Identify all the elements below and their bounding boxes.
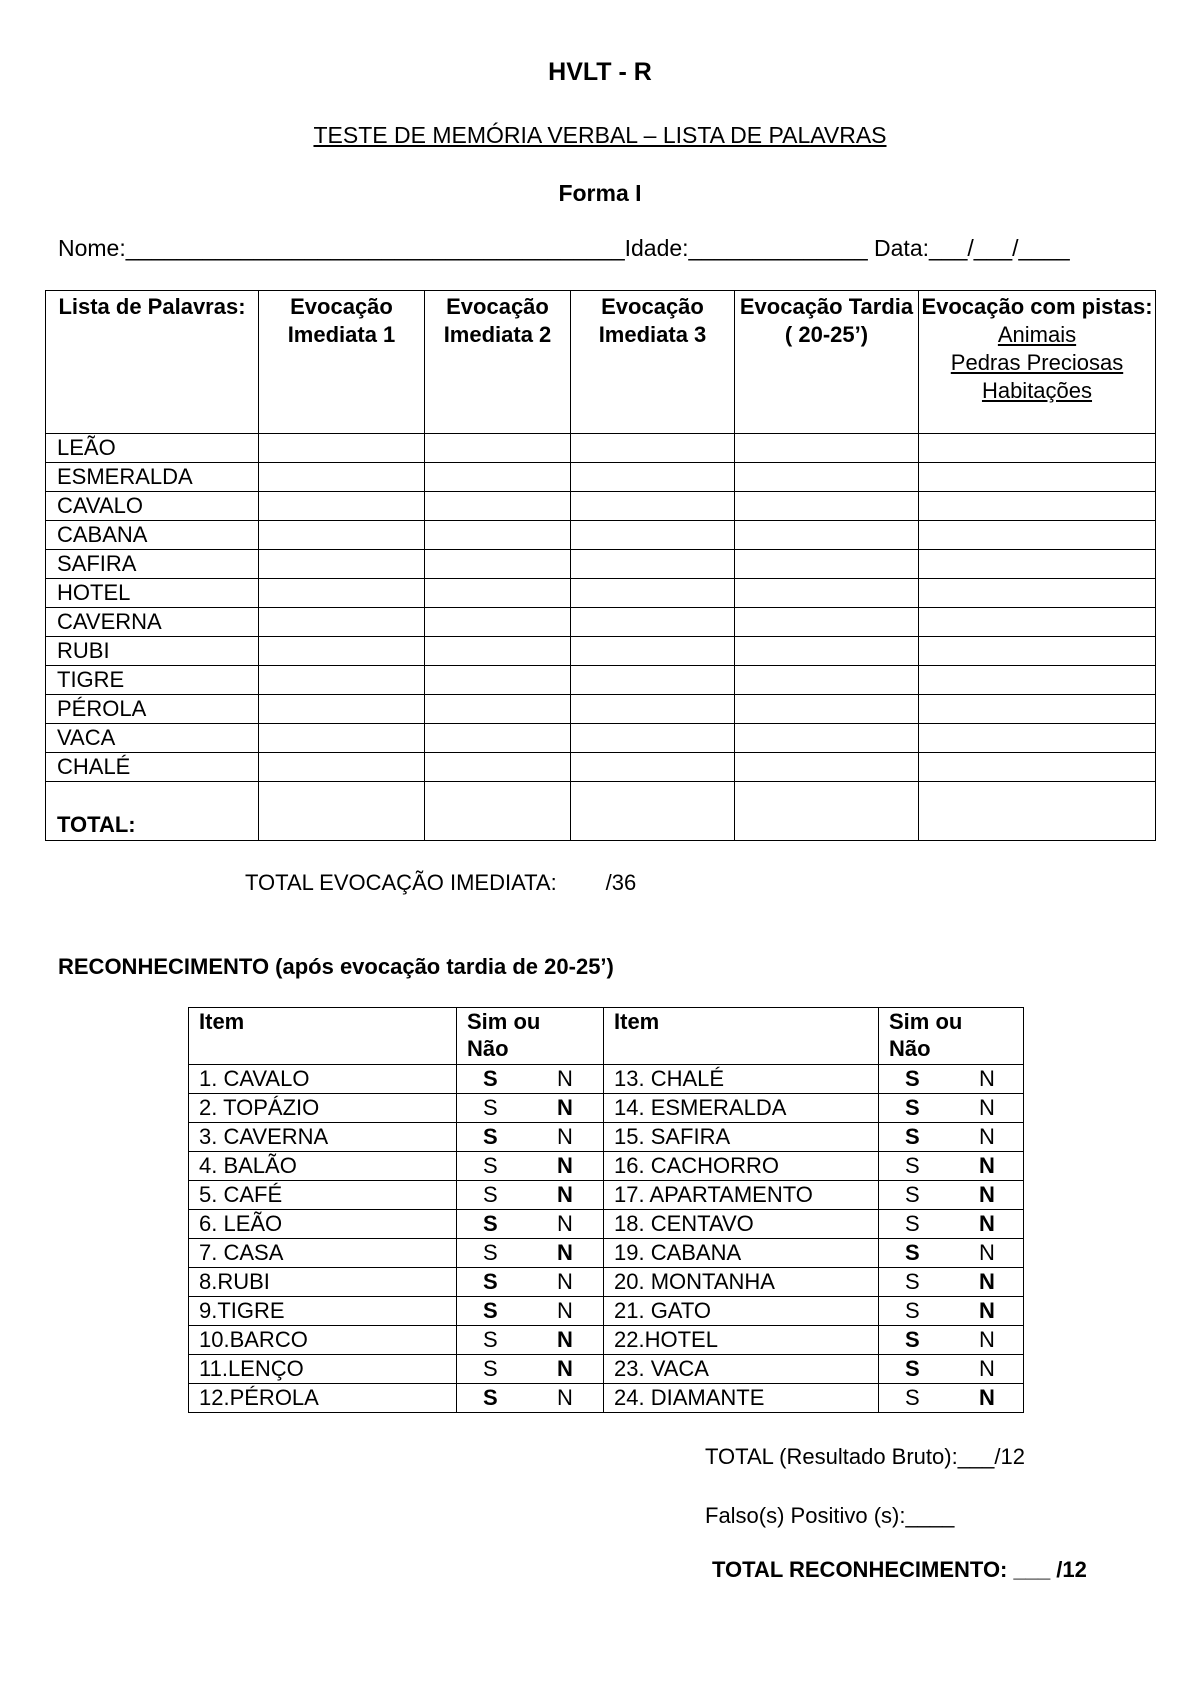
recall-score-cell[interactable] — [735, 753, 919, 782]
yes-no-cell — [457, 1355, 604, 1384]
no-option[interactable]: N — [557, 1182, 573, 1207]
no-option[interactable]: N — [557, 1356, 573, 1381]
yes-option[interactable]: S — [905, 1327, 920, 1352]
header-delayed — [735, 291, 919, 434]
recognition-row — [189, 1094, 1024, 1123]
recall-score-cell[interactable] — [425, 637, 571, 666]
yes-no-cell — [457, 1181, 604, 1210]
recall-score-cell[interactable] — [259, 637, 425, 666]
recall-score-cell[interactable] — [425, 753, 571, 782]
recall-score-cell[interactable] — [571, 434, 735, 463]
recognition-body — [189, 1065, 1024, 1413]
recognition-item: 17. APARTAMENTO — [604, 1181, 879, 1210]
yes-option[interactable]: S — [905, 1211, 920, 1236]
yes-option[interactable]: S — [483, 1066, 498, 1091]
yes-option[interactable]: S — [483, 1327, 498, 1352]
recall-score-cell[interactable] — [735, 550, 919, 579]
recognition-item: 15. SAFIRA — [604, 1123, 879, 1152]
recognition-row — [189, 1297, 1024, 1326]
recall-score-cell[interactable] — [425, 579, 571, 608]
yes-no-cell — [457, 1326, 604, 1355]
recall-score-cell[interactable] — [571, 724, 735, 753]
no-option[interactable]: N — [557, 1385, 573, 1410]
yes-option[interactable]: S — [483, 1124, 498, 1149]
no-option[interactable]: N — [557, 1211, 573, 1236]
recall-header-row — [46, 291, 1156, 434]
header-word-list: Lista de Palavras: — [46, 291, 259, 434]
recall-word: RUBI — [46, 637, 259, 666]
yes-option[interactable]: S — [905, 1066, 920, 1091]
recognition-item: 6. LEÃO — [189, 1210, 457, 1239]
yes-no-cell — [457, 1297, 604, 1326]
yes-no-cell — [879, 1297, 1024, 1326]
recognition-item: 24. DIAMANTE — [604, 1384, 879, 1413]
recall-row — [46, 608, 1156, 637]
recognition-row — [189, 1268, 1024, 1297]
recall-score-cell[interactable] — [571, 463, 735, 492]
recognition-row — [189, 1384, 1024, 1413]
no-option[interactable]: N — [979, 1240, 995, 1265]
no-option[interactable]: N — [979, 1356, 995, 1381]
recall-score-cell[interactable] — [735, 492, 919, 521]
recall-row — [46, 637, 1156, 666]
recognition-row — [189, 1065, 1024, 1094]
recognition-row — [189, 1152, 1024, 1181]
recall-row — [46, 579, 1156, 608]
recall-score-cell[interactable] — [919, 550, 1156, 579]
recall-score-cell[interactable] — [919, 521, 1156, 550]
recall-score-cell[interactable] — [425, 724, 571, 753]
recall-total-cell[interactable] — [259, 782, 425, 841]
recall-score-cell[interactable] — [735, 608, 919, 637]
header-immediate-3: Evocação Imediata 3 — [571, 291, 735, 434]
recall-score-cell[interactable] — [259, 463, 425, 492]
recall-score-cell[interactable] — [571, 753, 735, 782]
recall-score-cell[interactable] — [919, 608, 1156, 637]
recall-total-cell[interactable] — [571, 782, 735, 841]
yes-no-cell — [879, 1239, 1024, 1268]
yes-no-cell — [879, 1065, 1024, 1094]
no-option[interactable]: N — [979, 1269, 995, 1294]
recall-score-cell[interactable] — [735, 521, 919, 550]
yes-option[interactable]: S — [905, 1356, 920, 1381]
recall-word: CAVALO — [46, 492, 259, 521]
recall-word: ESMERALDA — [46, 463, 259, 492]
header-yes-no-label: Sim ou — [889, 1009, 963, 1034]
document-title: HVLT - R — [548, 58, 652, 86]
recall-word: CAVERNA — [46, 608, 259, 637]
false-positives: Falso(s) Positivo (s):____ — [705, 1503, 955, 1528]
recall-score-cell[interactable] — [259, 521, 425, 550]
recognition-item: 5. CAFÉ — [189, 1181, 457, 1210]
recall-score-cell[interactable] — [919, 492, 1156, 521]
recognition-item: 10.BARCO — [189, 1326, 457, 1355]
header-item-right: Item — [604, 1008, 879, 1065]
yes-option[interactable]: S — [483, 1269, 498, 1294]
recall-score-cell[interactable] — [735, 695, 919, 724]
recall-total-cell[interactable] — [735, 782, 919, 841]
no-option[interactable]: N — [979, 1327, 995, 1352]
recognition-item: 14. ESMERALDA — [604, 1094, 879, 1123]
yes-no-cell — [879, 1384, 1024, 1413]
recall-total-label: TOTAL: — [46, 782, 259, 841]
recall-score-cell[interactable] — [571, 579, 735, 608]
recall-score-cell[interactable] — [919, 463, 1156, 492]
recognition-row — [189, 1355, 1024, 1384]
recognition-header-row — [189, 1008, 1024, 1065]
recall-row — [46, 695, 1156, 724]
recognition-item: 21. GATO — [604, 1297, 879, 1326]
recognition-item: 23. VACA — [604, 1355, 879, 1384]
recall-score-cell[interactable] — [259, 492, 425, 521]
header-item-left: Item — [189, 1008, 457, 1065]
no-option[interactable]: N — [979, 1095, 995, 1120]
header-yes-no-label: Sim ou — [467, 1009, 541, 1034]
no-option[interactable]: N — [979, 1298, 995, 1323]
recognition-item: 20. MONTANHA — [604, 1268, 879, 1297]
recognition-title: RECONHECIMENTO (após evocação tardia de 20-25’) — [58, 954, 614, 979]
header-immediate-2: Evocação Imediata 2 — [425, 291, 571, 434]
header-yes-no-left — [457, 1008, 604, 1065]
recall-score-cell[interactable] — [735, 637, 919, 666]
yes-option[interactable]: S — [483, 1182, 498, 1207]
yes-no-cell — [879, 1210, 1024, 1239]
recall-score-cell[interactable] — [735, 463, 919, 492]
yes-option[interactable]: S — [905, 1153, 920, 1178]
recall-score-cell[interactable] — [919, 666, 1156, 695]
recall-score-cell[interactable] — [259, 550, 425, 579]
recall-score-cell[interactable] — [259, 724, 425, 753]
recognition-total: TOTAL RECONHECIMENTO: ___ /12 — [712, 1557, 1087, 1582]
recognition-item: 1. CAVALO — [189, 1065, 457, 1094]
yes-no-cell — [457, 1152, 604, 1181]
no-option[interactable]: N — [557, 1124, 573, 1149]
patient-fields-line: Nome:_______________________________________Idade:______________ Data:___/___/____ — [58, 235, 1070, 261]
no-option[interactable]: N — [557, 1327, 573, 1352]
recall-score-cell[interactable] — [259, 434, 425, 463]
recall-score-cell[interactable] — [259, 695, 425, 724]
immediate-recall-total: TOTAL EVOCAÇÃO IMEDIATA: /36 — [245, 870, 637, 895]
recall-score-cell[interactable] — [259, 666, 425, 695]
recall-row — [46, 550, 1156, 579]
yes-no-cell — [457, 1268, 604, 1297]
yes-no-cell — [457, 1239, 604, 1268]
recall-row — [46, 492, 1156, 521]
recall-row — [46, 434, 1156, 463]
no-option[interactable]: N — [557, 1095, 573, 1120]
no-option[interactable]: N — [557, 1066, 573, 1091]
recall-score-cell[interactable] — [735, 724, 919, 753]
recall-score-cell[interactable] — [425, 434, 571, 463]
no-option[interactable]: N — [979, 1153, 995, 1178]
recognition-row — [189, 1239, 1024, 1268]
cue-gems: Pedras Preciosas — [950, 350, 1124, 375]
recognition-item: 8.RUBI — [189, 1268, 457, 1297]
header-cued-label: Evocação com pistas: — [921, 294, 1153, 319]
header-delayed-interval: ( 20-25’) — [784, 322, 869, 347]
recall-row — [46, 666, 1156, 695]
header-immediate-1: Evocação Imediata 1 — [259, 291, 425, 434]
yes-option[interactable]: S — [905, 1269, 920, 1294]
header-yes-no-right — [879, 1008, 1024, 1065]
recall-score-cell[interactable] — [919, 579, 1156, 608]
recall-score-cell[interactable] — [919, 695, 1156, 724]
recall-row — [46, 521, 1156, 550]
no-option[interactable]: N — [557, 1240, 573, 1265]
recall-score-cell[interactable] — [571, 695, 735, 724]
yes-no-cell — [457, 1210, 604, 1239]
yes-option[interactable]: S — [905, 1385, 920, 1410]
recognition-item: 9.TIGRE — [189, 1297, 457, 1326]
yes-no-cell — [457, 1123, 604, 1152]
recall-score-cell[interactable] — [735, 579, 919, 608]
recognition-item: 12.PÉROLA — [189, 1384, 457, 1413]
recognition-item: 3. CAVERNA — [189, 1123, 457, 1152]
document-subtitle: TESTE DE MEMÓRIA VERBAL – LISTA DE PALAVRAS — [313, 122, 887, 148]
header-delayed-label: Evocação Tardia — [739, 294, 914, 319]
header-yes-no-label-2: Não — [889, 1036, 931, 1061]
yes-no-cell — [457, 1065, 604, 1094]
recognition-item: 16. CACHORRO — [604, 1152, 879, 1181]
recognition-row — [189, 1123, 1024, 1152]
yes-no-cell — [457, 1094, 604, 1123]
recall-word: CABANA — [46, 521, 259, 550]
recall-score-cell[interactable] — [571, 666, 735, 695]
recall-score-cell[interactable] — [919, 434, 1156, 463]
recognition-item: 18. CENTAVO — [604, 1210, 879, 1239]
yes-option[interactable]: S — [483, 1211, 498, 1236]
yes-no-cell — [879, 1355, 1024, 1384]
recognition-item: 22.HOTEL — [604, 1326, 879, 1355]
recall-score-cell[interactable] — [919, 637, 1156, 666]
yes-no-cell — [879, 1181, 1024, 1210]
recall-score-cell[interactable] — [735, 666, 919, 695]
recall-score-cell[interactable] — [571, 521, 735, 550]
recognition-item: 2. TOPÁZIO — [189, 1094, 457, 1123]
recall-total-cell[interactable] — [425, 782, 571, 841]
no-option[interactable]: N — [979, 1066, 995, 1091]
recall-score-cell[interactable] — [571, 608, 735, 637]
recognition-row — [189, 1326, 1024, 1355]
yes-option[interactable]: S — [483, 1153, 498, 1178]
recall-score-cell[interactable] — [425, 492, 571, 521]
yes-option[interactable]: S — [483, 1095, 498, 1120]
no-option[interactable]: N — [557, 1153, 573, 1178]
no-option[interactable]: N — [979, 1211, 995, 1236]
recall-score-cell[interactable] — [571, 550, 735, 579]
recognition-item: 4. BALÃO — [189, 1152, 457, 1181]
yes-option[interactable]: S — [905, 1298, 920, 1323]
cue-dwellings: Habitações — [981, 378, 1093, 403]
recall-row — [46, 753, 1156, 782]
raw-score-total: TOTAL (Resultado Bruto):___/12 — [705, 1444, 1025, 1469]
recall-score-cell[interactable] — [571, 637, 735, 666]
recall-row — [46, 463, 1156, 492]
recognition-item: 19. CABANA — [604, 1239, 879, 1268]
recall-score-cell[interactable] — [571, 492, 735, 521]
recognition-item: 11.LENÇO — [189, 1355, 457, 1384]
recall-score-cell[interactable] — [425, 521, 571, 550]
recall-word: PÉROLA — [46, 695, 259, 724]
no-option[interactable]: N — [979, 1182, 995, 1207]
recall-word: TIGRE — [46, 666, 259, 695]
no-option[interactable]: N — [979, 1385, 995, 1410]
yes-option[interactable]: S — [905, 1095, 920, 1120]
yes-option[interactable]: S — [483, 1298, 498, 1323]
recognition-row — [189, 1181, 1024, 1210]
recall-total-row — [46, 782, 1156, 841]
recall-score-cell[interactable] — [259, 579, 425, 608]
yes-no-cell — [879, 1123, 1024, 1152]
recognition-table — [188, 1007, 1024, 1413]
yes-no-cell — [879, 1094, 1024, 1123]
yes-option[interactable]: S — [483, 1385, 498, 1410]
recall-score-cell[interactable] — [425, 550, 571, 579]
recall-score-cell[interactable] — [259, 753, 425, 782]
recall-score-cell[interactable] — [259, 608, 425, 637]
recall-total-cell[interactable] — [919, 782, 1156, 841]
no-option[interactable]: N — [979, 1124, 995, 1149]
recall-score-cell[interactable] — [919, 724, 1156, 753]
yes-no-cell — [457, 1384, 604, 1413]
yes-no-cell — [879, 1152, 1024, 1181]
form-label: Forma I — [558, 180, 642, 206]
recognition-row — [189, 1210, 1024, 1239]
recall-score-cell[interactable] — [735, 434, 919, 463]
recall-word: HOTEL — [46, 579, 259, 608]
recall-score-cell[interactable] — [425, 695, 571, 724]
recognition-item: 7. CASA — [189, 1239, 457, 1268]
recall-score-cell[interactable] — [425, 608, 571, 637]
recall-table — [45, 290, 1156, 841]
recall-score-cell[interactable] — [425, 666, 571, 695]
recall-word: LEÃO — [46, 434, 259, 463]
no-option[interactable]: N — [557, 1269, 573, 1294]
recall-word: CHALÉ — [46, 753, 259, 782]
recall-score-cell[interactable] — [425, 463, 571, 492]
recall-word: SAFIRA — [46, 550, 259, 579]
yes-no-cell — [879, 1326, 1024, 1355]
yes-option[interactable]: S — [905, 1182, 920, 1207]
yes-option[interactable]: S — [483, 1356, 498, 1381]
recall-row — [46, 724, 1156, 753]
recall-score-cell[interactable] — [919, 753, 1156, 782]
no-option[interactable]: N — [557, 1298, 573, 1323]
yes-no-cell — [879, 1268, 1024, 1297]
header-yes-no-label-2: Não — [467, 1036, 509, 1061]
yes-option[interactable]: S — [483, 1240, 498, 1265]
recognition-item: 13. CHALÉ — [604, 1065, 879, 1094]
yes-option[interactable]: S — [905, 1124, 920, 1149]
recall-body — [46, 434, 1156, 841]
yes-option[interactable]: S — [905, 1240, 920, 1265]
recall-word: VACA — [46, 724, 259, 753]
header-cued — [919, 291, 1156, 434]
cue-animals: Animais — [997, 322, 1077, 347]
